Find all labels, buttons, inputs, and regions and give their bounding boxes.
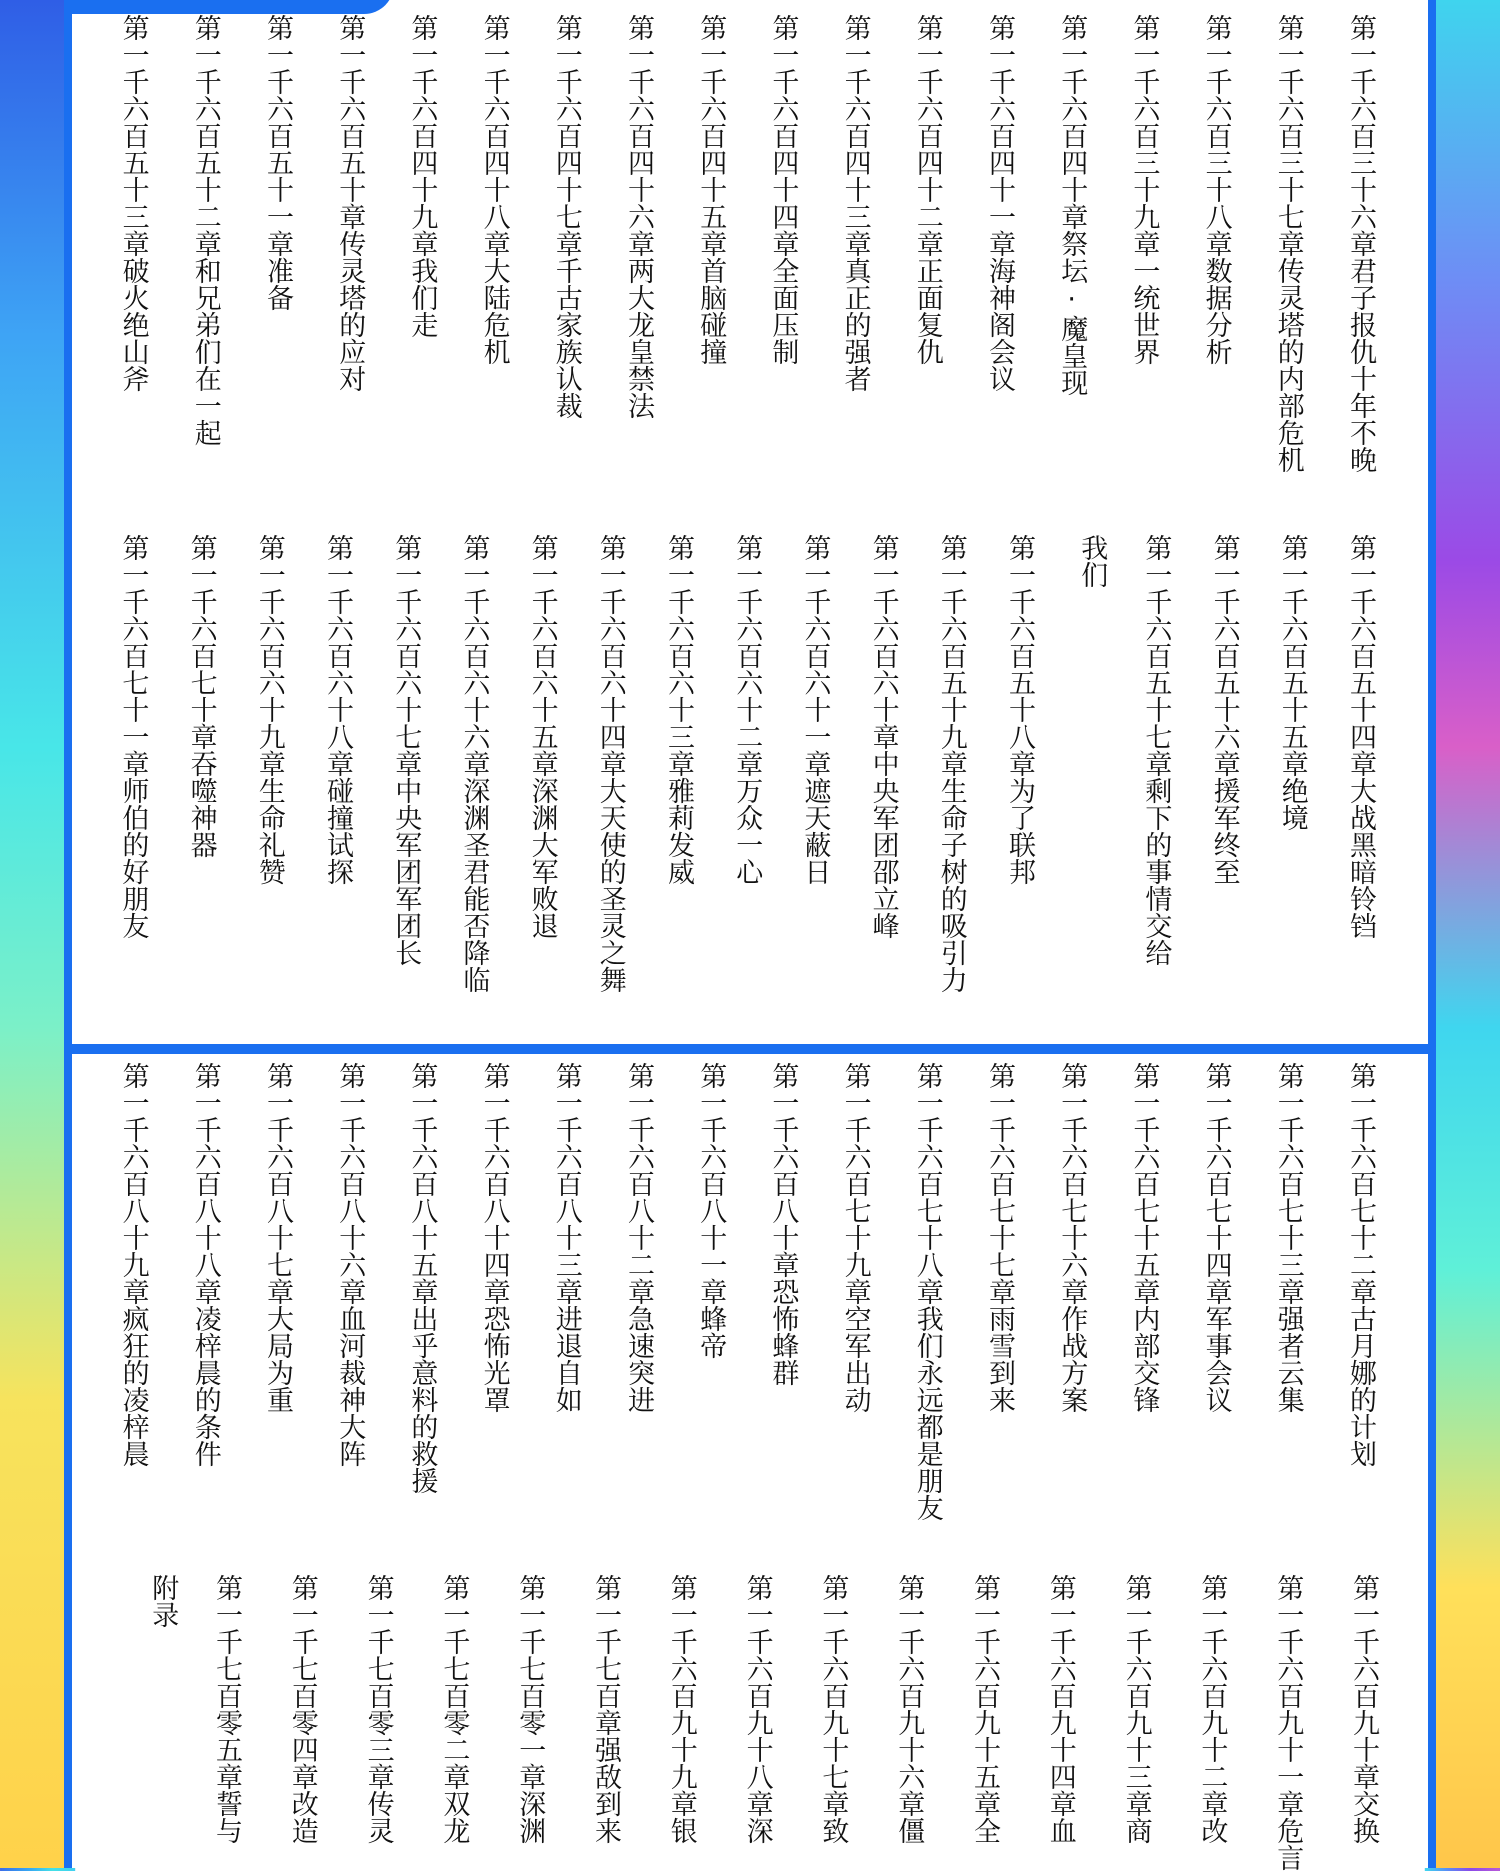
toc-chapter-link[interactable]: 第一千六百三十七章传灵塔的内部危机 bbox=[1272, 14, 1304, 473]
toc-chapter-link[interactable]: 第一千六百七十五章内部交锋 bbox=[1128, 1062, 1160, 1413]
toc-chapter-link[interactable]: 第一千六百四十二章正面复仇 bbox=[911, 14, 943, 365]
toc-chapter-link[interactable]: 第一千六百八十六章血河裁神大阵 bbox=[334, 1062, 366, 1467]
toc-chapter-link[interactable]: 第一千六百九十八章深 bbox=[741, 1574, 773, 1844]
toc-chapter-link[interactable]: 第一千六百九十三章商 bbox=[1120, 1574, 1152, 1844]
toc-chapter-link[interactable]: 第一千六百六十五章深渊大军败退 bbox=[526, 534, 558, 939]
toc-chapter-link[interactable]: 第一千六百七十六章作战方案 bbox=[1056, 1062, 1088, 1413]
toc-chapter-link[interactable]: 第一千六百七十章吞噬神器 bbox=[185, 534, 217, 858]
toc-chapter-link[interactable]: 第一千六百五十二章和兄弟们在一起 bbox=[189, 14, 221, 446]
toc-chapter-link[interactable]: 第一千六百九十五章全 bbox=[969, 1574, 1000, 1844]
toc-chapter-link[interactable]: 第一千六百七十二章古月娜的计划 bbox=[1345, 1062, 1376, 1467]
toc-chapter-link[interactable]: 第一千七百零五章誓与 bbox=[211, 1574, 242, 1844]
toc-chapter-link[interactable]: 第一千六百九十四章血 bbox=[1044, 1574, 1076, 1844]
toc-chapter-link[interactable]: 第一千六百六十二章万众一心 bbox=[731, 534, 763, 885]
toc-chapter-link[interactable]: 第一千六百四十一章海神阁会议 bbox=[984, 14, 1015, 392]
toc-chapter-link[interactable]: 第一千六百八十五章出乎意料的救援 bbox=[406, 1062, 438, 1494]
toc-chapter-link[interactable]: 第一千六百八十二章急速突进 bbox=[623, 1062, 654, 1413]
toc-chapter-link[interactable]: 第一千六百八十七章大局为重 bbox=[262, 1062, 293, 1413]
toc-chapter-link[interactable]: 第一千六百九十一章危言 bbox=[1272, 1574, 1304, 1871]
toc-chapter-link[interactable]: 第一千六百五十七章剩下的事情交给 bbox=[1140, 534, 1172, 966]
toc-chapter-link[interactable]: 第一千六百四十五章首脑碰撞 bbox=[695, 14, 727, 365]
toc-chapter-link[interactable]: 第一千六百四十七章千古家族认裁 bbox=[550, 14, 582, 419]
toc-chapter-link[interactable]: 第一千六百八十三章进退自如 bbox=[550, 1062, 582, 1413]
toc-chapter-link[interactable]: 第一千六百八十九章疯狂的凌梓晨 bbox=[117, 1062, 149, 1467]
left-rainbow-border bbox=[0, 0, 64, 1868]
toc-chapter-link[interactable]: 附录 bbox=[147, 1574, 179, 1628]
toc-chapter-link[interactable]: 第一千六百五十五章绝境 bbox=[1276, 534, 1308, 831]
toc-chapter-link[interactable]: 第一千七百零二章双龙 bbox=[438, 1574, 470, 1844]
toc-chapter-link[interactable]: 第一千六百七十八章我们永远都是朋友 bbox=[911, 1062, 943, 1521]
toc-chapter-link[interactable]: 第一千六百五十三章破火绝山斧 bbox=[117, 14, 149, 392]
toc-chapter-link[interactable]: 第一千六百七十一章师伯的好朋友 bbox=[117, 534, 149, 939]
toc-chapter-link[interactable]: 第一千六百六十八章碰撞试探 bbox=[322, 534, 353, 885]
toc-chapter-link[interactable]: 第一千六百九十九章银 bbox=[665, 1574, 697, 1844]
toc-chapter-link[interactable]: 第一千六百四十八章大陆危机 bbox=[478, 14, 510, 365]
toc-chapter-link[interactable]: 第一千六百七十三章强者云集 bbox=[1272, 1062, 1304, 1413]
toc-chapter-link[interactable]: 第一千六百八十章恐怖蜂群 bbox=[767, 1062, 799, 1386]
right-rainbow-border bbox=[1436, 0, 1500, 1868]
toc-chapter-link[interactable]: 第一千六百五十六章援军终至 bbox=[1208, 534, 1240, 885]
toc-chapter-link[interactable]: 第一千六百六十章中央军团邵立峰 bbox=[867, 534, 899, 939]
toc-chapter-link[interactable]: 第一千六百四十九章我们走 bbox=[406, 14, 438, 338]
toc-chapter-link[interactable]: 第一千六百五十四章大战黑暗铃铛 bbox=[1345, 534, 1376, 939]
toc-chapter-link[interactable]: 第一千六百四十三章真正的强者 bbox=[839, 14, 871, 392]
toc-chapter-link[interactable]: 第一千六百九十章交换 bbox=[1348, 1574, 1379, 1844]
toc-chapter-link[interactable]: 第一千六百五十八章为了联邦 bbox=[1004, 534, 1035, 885]
toc-chapter-link[interactable]: 第一千六百八十四章恐怖光罩 bbox=[478, 1062, 510, 1413]
toc-chapter-link[interactable]: 第一千六百八十一章蜂帝 bbox=[695, 1062, 727, 1359]
toc-chapter-link[interactable]: 第一千六百九十二章改 bbox=[1196, 1574, 1228, 1844]
toc-chapter-link[interactable]: 第一千六百三十八章数据分析 bbox=[1200, 14, 1232, 365]
panel-corner-tab bbox=[64, 0, 394, 14]
toc-chapter-link[interactable]: 第一千七百零四章改造 bbox=[286, 1574, 318, 1844]
toc-chapter-link[interactable]: 第一千六百三十六章君子报仇十年不晚 bbox=[1345, 14, 1376, 473]
toc-chapter-link[interactable]: 第一千六百五十一章准备 bbox=[262, 14, 293, 311]
toc-chapter-link[interactable]: 第一千六百六十一章遮天蔽日 bbox=[799, 534, 831, 885]
toc-chapter-link[interactable]: 第一千六百九十七章致 bbox=[817, 1574, 849, 1844]
toc-chapter-link[interactable]: 第一千七百零三章传灵 bbox=[362, 1574, 394, 1844]
toc-chapter-link[interactable]: 第一千六百九十六章僵 bbox=[893, 1574, 925, 1844]
toc-chapter-link[interactable]: 第一千六百四十章祭坛·魔皇现 bbox=[1056, 14, 1088, 396]
toc-chapter-link[interactable]: 第一千六百六十六章深渊圣君能否降临 bbox=[458, 534, 490, 993]
toc-chapter-link[interactable]: 第一千六百七十九章空军出动 bbox=[839, 1062, 871, 1413]
toc-chapter-link[interactable]: 第一千七百零一章深渊 bbox=[514, 1574, 546, 1844]
toc-chapter-link[interactable]: 第一千六百五十九章生命子树的吸引力 bbox=[935, 534, 967, 993]
toc-chapter-link[interactable]: 第一千六百六十三章雅莉发威 bbox=[663, 534, 694, 885]
toc-chapter-link[interactable]: 第一千六百六十四章大天使的圣灵之舞 bbox=[594, 534, 626, 993]
toc-chapter-link[interactable]: 第一千六百四十六章两大龙皇禁法 bbox=[623, 14, 654, 419]
toc-chapter-link[interactable]: 第一千六百四十四章全面压制 bbox=[767, 14, 799, 365]
toc-chapter-link[interactable]: 第一千六百六十七章中央军团军团长 bbox=[390, 534, 422, 966]
toc-chapter-link[interactable]: 第一千七百章强敌到来 bbox=[590, 1574, 621, 1844]
toc-chapter-link[interactable]: 我们 bbox=[1076, 534, 1108, 588]
toc-chapter-link[interactable]: 第一千六百八十八章凌梓晨的条件 bbox=[189, 1062, 221, 1467]
toc-chapter-link[interactable]: 第一千六百三十九章一统世界 bbox=[1128, 14, 1160, 365]
toc-chapter-link[interactable]: 第一千六百六十九章生命礼赞 bbox=[253, 534, 285, 885]
toc-chapter-link[interactable]: 第一千六百七十四章军事会议 bbox=[1200, 1062, 1232, 1413]
toc-chapter-link[interactable]: 第一千六百七十七章雨雪到来 bbox=[984, 1062, 1015, 1413]
toc-chapter-link[interactable]: 第一千六百五十章传灵塔的应对 bbox=[334, 14, 366, 392]
